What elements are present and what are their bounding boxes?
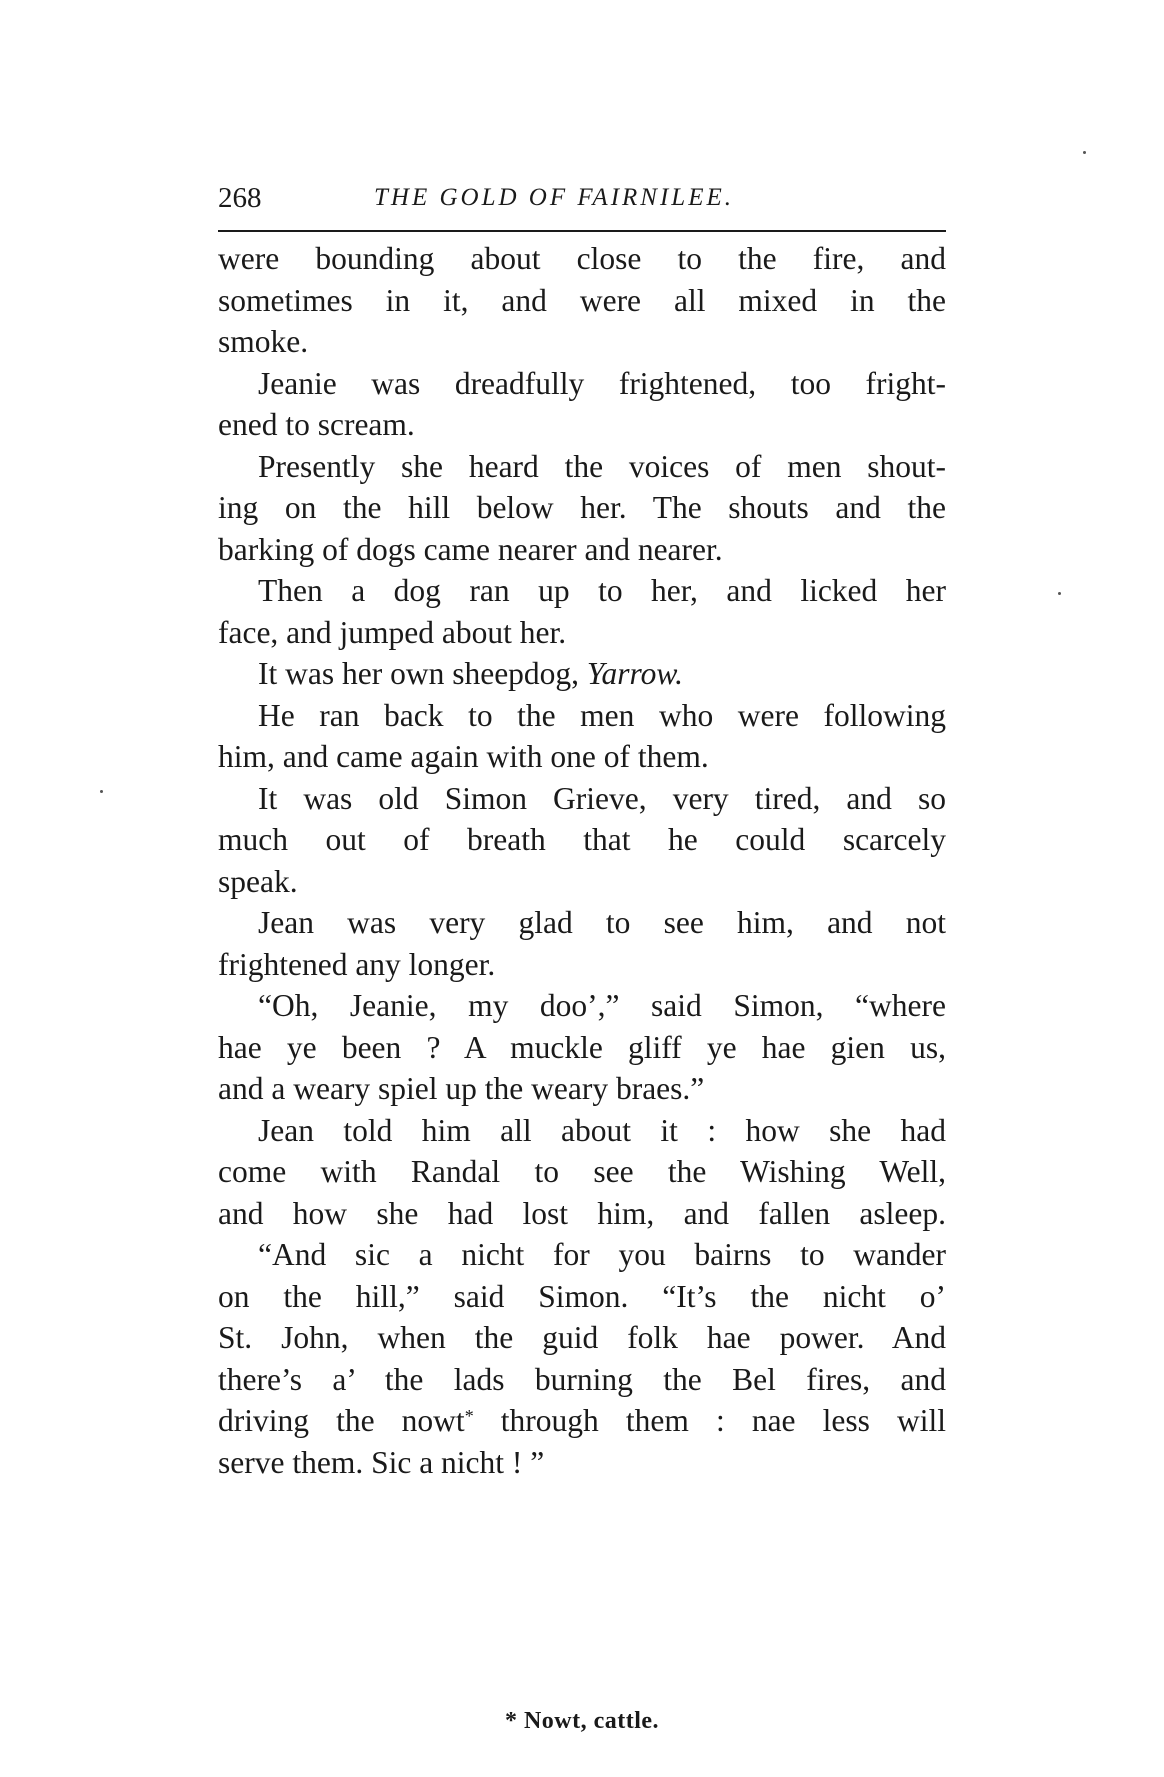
text-line	[218, 736, 946, 778]
text-line-content: on the hill,” said Simon. “It’s the nicht o’	[218, 1278, 946, 1314]
text-line-content: “And sic a nicht for you bairns to wander	[258, 1237, 946, 1272]
text-line-content: sometimes in it, and were all mixed in the	[218, 282, 946, 318]
text-line	[218, 280, 946, 322]
text-line-content: face, and jumped about her.	[218, 614, 567, 650]
header-rule	[218, 230, 946, 232]
text-line-content: serve them. Sic a nicht ! ”	[218, 1444, 545, 1480]
text-line	[218, 363, 946, 405]
text-line	[218, 612, 946, 654]
scan-speck	[100, 790, 103, 793]
text-line	[218, 653, 946, 695]
text-line-content: come with Randal to see the Wishing Well,	[218, 1154, 946, 1189]
scan-speck	[1083, 151, 1086, 154]
text-line	[218, 1359, 946, 1401]
text-line-content: him, and came again with one of them.	[218, 739, 709, 774]
text-line	[218, 1193, 946, 1235]
text-line-content: Jeanie was dreadfully frightened, too fright-	[258, 365, 946, 401]
text-line-content: and a weary spiel up the weary braes.”	[218, 1071, 705, 1106]
text-line-content: It was old Simon Grieve, very tired, and so	[258, 780, 946, 816]
text-line	[218, 321, 946, 363]
running-title: THE GOLD OF FAIRNILEE.	[374, 184, 734, 211]
page-number: 268	[218, 182, 262, 214]
text-line-content: He ran back to the men who were following	[258, 697, 946, 733]
footnote: * Nowt, cattle.	[504, 1708, 660, 1734]
text-line	[218, 446, 946, 488]
text-line-content: there’s a’ the lads burning the Bel fires, and	[218, 1361, 946, 1397]
text-line-content: Then a dog ran up to her, and licked her	[258, 573, 946, 608]
text-line	[218, 570, 946, 612]
text-line-content: It was her own sheepdog,	[258, 656, 580, 691]
text-line	[218, 861, 946, 903]
text-line-content: ened to scream.	[218, 407, 415, 442]
text-line	[218, 1400, 946, 1442]
text-line-content: Jean was very glad to see him, and not	[258, 905, 946, 940]
text-line-content: Presently she heard the voices of men shout-	[258, 448, 946, 484]
body-text	[218, 238, 946, 1483]
text-line-content: speak.	[218, 863, 298, 899]
text-line	[218, 1027, 946, 1069]
text-line-content: were bounding about close to the fire, and	[218, 241, 946, 276]
text-line-content: and how she had lost him, and fallen asleep.	[218, 1195, 946, 1231]
text-line	[218, 1151, 946, 1193]
italic-word: Yarrow.	[586, 656, 683, 691]
footnote-marker: *	[464, 1406, 474, 1426]
text-line	[218, 902, 946, 944]
text-line	[218, 1442, 946, 1484]
text-line	[218, 487, 946, 529]
text-line-content: barking of dogs came nearer and nearer.	[218, 531, 723, 567]
text-line-content: much out of breath that he could scarcely	[218, 822, 946, 857]
text-line	[218, 944, 946, 986]
text-line	[218, 1068, 946, 1110]
text-line	[218, 404, 946, 446]
text-line	[218, 529, 946, 571]
text-line-content: St. John, when the guid folk hae power. And	[218, 1320, 946, 1355]
text-line	[218, 238, 946, 280]
text-line-content: hae ye been ? A muckle gliff ye hae gien us,	[218, 1029, 946, 1065]
text-line	[218, 1276, 946, 1318]
text-line	[218, 1234, 946, 1276]
running-head	[218, 178, 946, 218]
text-line	[218, 1110, 946, 1152]
text-line	[218, 1317, 946, 1359]
scan-speck	[1058, 592, 1061, 595]
text-line-continuation: through them : nae less will	[473, 1403, 946, 1438]
text-line	[218, 985, 946, 1027]
text-line-content: “Oh, Jeanie, my doo’,” said Simon, “where	[258, 988, 946, 1023]
text-line-content: Jean told him all about it : how she had	[258, 1112, 946, 1148]
text-line-content: driving the nowt	[218, 1403, 465, 1438]
text-line	[218, 695, 946, 737]
text-line	[218, 819, 946, 861]
text-line	[218, 778, 946, 820]
text-line-content: smoke.	[218, 324, 309, 359]
text-line-content: ing on the hill below her. The shouts and the	[218, 490, 946, 525]
text-line-content: frightened any longer.	[218, 946, 496, 982]
